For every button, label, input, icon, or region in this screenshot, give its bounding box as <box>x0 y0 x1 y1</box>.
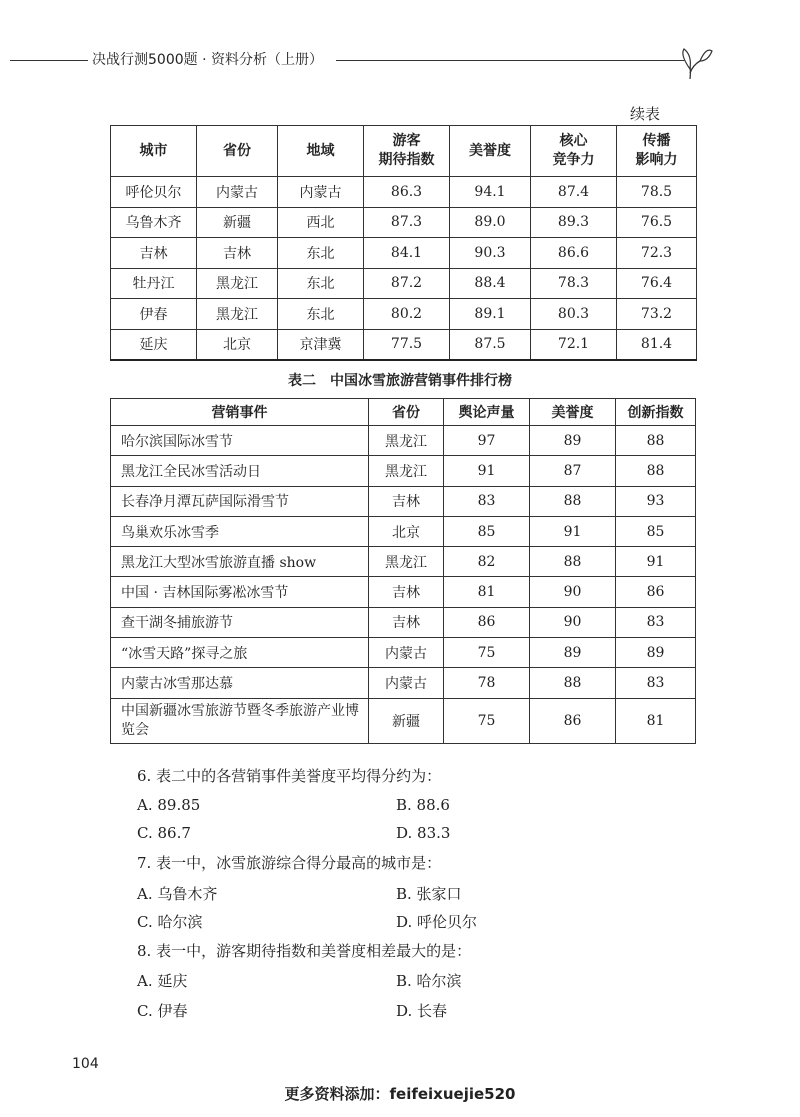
table-cell: 75 <box>444 698 530 743</box>
table-row <box>111 577 696 607</box>
table-cell: 84.1 <box>364 238 450 269</box>
table-cell: 86.6 <box>531 238 617 269</box>
table-header-row <box>111 126 697 177</box>
question-8-option-a[interactable]: A. 延庆 <box>137 972 188 990</box>
table-cell: 89 <box>530 426 616 456</box>
table-cell: 吉林 <box>197 238 278 269</box>
question-6-option-a[interactable]: A. 89.85 <box>137 796 201 814</box>
table-cell: 内蒙古 <box>278 177 364 208</box>
question-7-option-d[interactable]: D. 呼伦贝尔 <box>396 913 478 931</box>
table-cell: 87.3 <box>364 207 450 238</box>
table-cell: 76.4 <box>617 268 697 299</box>
table-row <box>111 456 696 486</box>
table-cell: 90.3 <box>450 238 531 269</box>
table-cell: 73.2 <box>617 299 697 330</box>
table-row <box>111 516 696 546</box>
column-header: 营销事件 <box>111 399 369 426</box>
table-cell: 东北 <box>278 299 364 330</box>
table-cell: 78.3 <box>531 268 617 299</box>
table-cell: 93 <box>616 486 696 516</box>
table-cell: 86.3 <box>364 177 450 208</box>
column-header: 游客 期待指数 <box>364 126 450 177</box>
table-cell: 90 <box>530 577 616 607</box>
marketing-events-table <box>110 398 696 744</box>
table-row <box>111 177 697 208</box>
question-7-stem: 7. 表一中，冰雪旅游综合得分最高的城市是： <box>137 854 442 872</box>
table-cell: 94.1 <box>450 177 531 208</box>
column-header: 城市 <box>111 126 197 177</box>
table-cell: 90 <box>530 607 616 637</box>
table-row <box>111 638 696 668</box>
table-row <box>111 329 697 360</box>
question-7-option-a[interactable]: A. 乌鲁木齐 <box>137 885 218 903</box>
table-cell: 80.3 <box>531 299 617 330</box>
table-row <box>111 299 697 330</box>
table-cell: 内蒙古 <box>197 177 278 208</box>
table-row <box>111 238 697 269</box>
table-cell: 88 <box>616 426 696 456</box>
table-cell: 72.1 <box>531 329 617 360</box>
table-cell: 85 <box>444 516 530 546</box>
table-cell: 牡丹江 <box>111 268 197 299</box>
table-row <box>111 668 696 698</box>
table-row <box>111 607 696 637</box>
question-6-option-b[interactable]: B. 88.6 <box>396 796 450 814</box>
table-cell: 78.5 <box>617 177 697 208</box>
column-header: 省份 <box>369 399 444 426</box>
table-cell: 89 <box>616 638 696 668</box>
table-cell: 83 <box>616 607 696 637</box>
table-cell: 82 <box>444 547 530 577</box>
table-cell: 内蒙古 <box>369 638 444 668</box>
book-title: 决战行测5000题 · 资料分析（上册） <box>92 52 323 68</box>
table-cell: 87.5 <box>450 329 531 360</box>
table-cell: 北京 <box>369 516 444 546</box>
table-row <box>111 698 696 743</box>
table-cell: 吉林 <box>369 607 444 637</box>
table-cell: 78 <box>444 668 530 698</box>
table-cell: 76.5 <box>617 207 697 238</box>
question-8-option-b[interactable]: B. 哈尔滨 <box>396 972 462 990</box>
table-cell: 91 <box>444 456 530 486</box>
table-cell: 88 <box>530 486 616 516</box>
table-cell: 81.4 <box>617 329 697 360</box>
column-header: 美誉度 <box>530 399 616 426</box>
table-cell: 85 <box>616 516 696 546</box>
table-cell: 鸟巢欢乐冰雪季 <box>111 516 369 546</box>
table-cell: 75 <box>444 638 530 668</box>
table-cell: 83 <box>444 486 530 516</box>
footer-note: 更多资料添加：feifeixuejie520 <box>284 1085 516 1103</box>
table-cell: 内蒙古 <box>369 668 444 698</box>
table-cell: 81 <box>616 698 696 743</box>
table-cell: 长春净月潭瓦萨国际滑雪节 <box>111 486 369 516</box>
table-row <box>111 547 696 577</box>
table-cell: 黑龙江 <box>197 299 278 330</box>
table-cell: 89.1 <box>450 299 531 330</box>
table-cell: 86 <box>444 607 530 637</box>
table2-title: 表二 中国冰雪旅游营销事件排行榜 <box>288 373 512 389</box>
city-table <box>110 125 697 361</box>
table-cell: 吉林 <box>369 486 444 516</box>
continued-table-label: 续表 <box>630 105 661 123</box>
question-6-stem: 6. 表二中的各营销事件美誉度平均得分约为： <box>137 767 442 785</box>
table-row <box>111 207 697 238</box>
table-cell: 87.2 <box>364 268 450 299</box>
table-cell: 东北 <box>278 238 364 269</box>
table-cell: 内蒙古冰雪那达慕 <box>111 668 369 698</box>
table-cell: 81 <box>444 577 530 607</box>
table-cell: 83 <box>616 668 696 698</box>
table-cell: 89 <box>530 638 616 668</box>
table-cell: 京津冀 <box>278 329 364 360</box>
table-header-row <box>111 399 696 426</box>
table-cell: 东北 <box>278 268 364 299</box>
table-cell: 89.0 <box>450 207 531 238</box>
table-cell: 89.3 <box>531 207 617 238</box>
table-cell: 北京 <box>197 329 278 360</box>
question-8-option-d[interactable]: D. 长春 <box>396 1002 448 1020</box>
column-header: 创新指数 <box>616 399 696 426</box>
column-header: 地域 <box>278 126 364 177</box>
page-header <box>0 40 800 70</box>
table-cell: 72.3 <box>617 238 697 269</box>
table-cell: 中国 · 吉林国际雾凇冰雪节 <box>111 577 369 607</box>
table-cell: 呼伦贝尔 <box>111 177 197 208</box>
table-cell: 中国新疆冰雪旅游节暨冬季旅游产业博览会 <box>111 698 369 743</box>
header-rule-left <box>10 60 88 61</box>
table-cell: 86 <box>530 698 616 743</box>
table-cell: 黑龙江大型冰雪旅游直播 show <box>111 547 369 577</box>
table-cell: 88 <box>530 547 616 577</box>
table-cell: 黑龙江 <box>197 268 278 299</box>
table-row <box>111 486 696 516</box>
table-cell: 86 <box>616 577 696 607</box>
table-cell: 87 <box>530 456 616 486</box>
table-cell: 97 <box>444 426 530 456</box>
column-header: 美誉度 <box>450 126 531 177</box>
table-cell: 新疆 <box>369 698 444 743</box>
table-cell: 黑龙江全民冰雪活动日 <box>111 456 369 486</box>
table-cell: 88 <box>616 456 696 486</box>
table-cell: 黑龙江 <box>369 547 444 577</box>
table-cell: 91 <box>530 516 616 546</box>
header-rule-right <box>336 60 684 61</box>
table-cell: 吉林 <box>369 577 444 607</box>
table-cell: “冰雪天路”探寻之旅 <box>111 638 369 668</box>
table-cell: 88 <box>530 668 616 698</box>
table-cell: 黑龙江 <box>369 456 444 486</box>
question-8-stem: 8. 表一中，游客期待指数和美誉度相差最大的是： <box>137 942 472 960</box>
page-number: 104 <box>72 1056 99 1072</box>
table-cell: 91 <box>616 547 696 577</box>
table-cell: 吉林 <box>111 238 197 269</box>
table-row <box>111 268 697 299</box>
question-8-option-c[interactable]: C. 伊春 <box>137 1002 188 1020</box>
question-6-option-c[interactable]: C. 86.7 <box>137 824 191 842</box>
question-7-option-b[interactable]: B. 张家口 <box>396 885 462 903</box>
question-7-option-c[interactable]: C. 哈尔滨 <box>137 913 203 931</box>
table-cell: 新疆 <box>197 207 278 238</box>
table-cell: 哈尔滨国际冰雪节 <box>111 426 369 456</box>
table-cell: 查干湖冬捕旅游节 <box>111 607 369 637</box>
table-cell: 伊春 <box>111 299 197 330</box>
table-cell: 延庆 <box>111 329 197 360</box>
table-cell: 西北 <box>278 207 364 238</box>
table-cell: 88.4 <box>450 268 531 299</box>
column-header: 舆论声量 <box>444 399 530 426</box>
sprout-icon <box>676 43 716 79</box>
column-header: 传播 影响力 <box>617 126 697 177</box>
question-6-option-d[interactable]: D. 83.3 <box>396 824 451 842</box>
table-cell: 77.5 <box>364 329 450 360</box>
column-header: 核心 竞争力 <box>531 126 617 177</box>
table-cell: 87.4 <box>531 177 617 208</box>
table-cell: 乌鲁木齐 <box>111 207 197 238</box>
table-row <box>111 426 696 456</box>
table-cell: 80.2 <box>364 299 450 330</box>
table-cell: 黑龙江 <box>369 426 444 456</box>
column-header: 省份 <box>197 126 278 177</box>
